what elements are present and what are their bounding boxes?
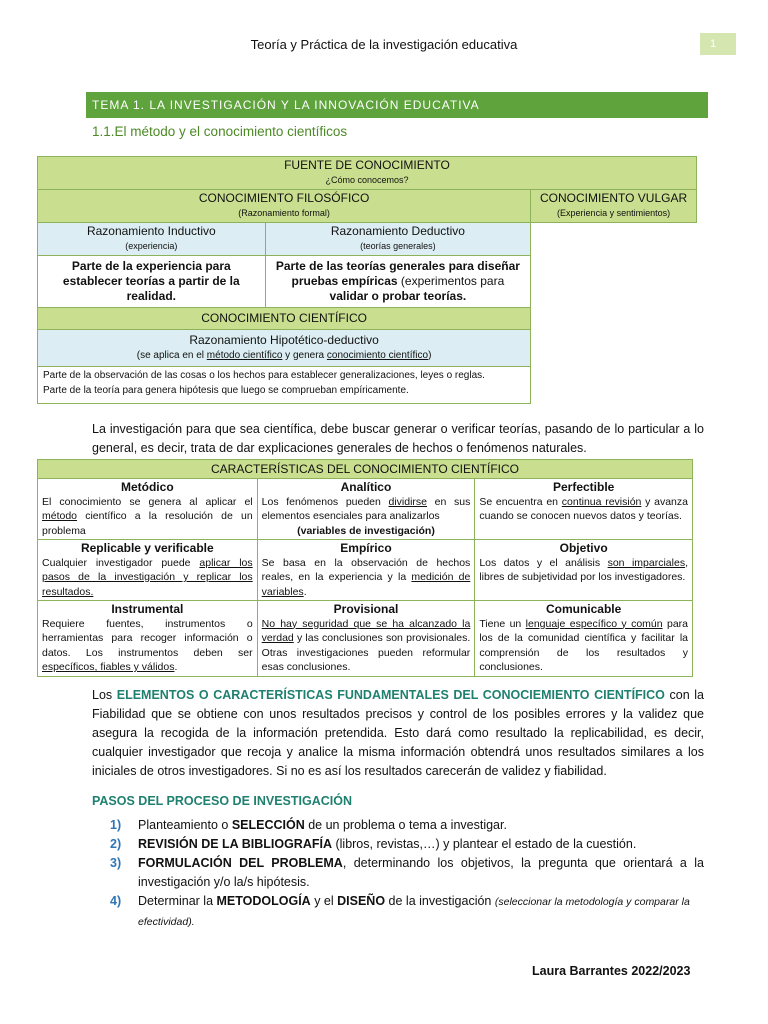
fuente-subtitle: ¿Cómo conocemos?	[325, 175, 409, 185]
step-text-c: (libros, revistas,…) y plantear el estado de la cuestión.	[332, 837, 637, 851]
page-number: 1	[700, 33, 736, 55]
instrumental-text	[42, 617, 253, 675]
paragraph-elements	[92, 686, 704, 781]
metodico-u: método	[42, 510, 78, 522]
inductivo-subtitle: (experiencia)	[125, 241, 178, 251]
provisional-title: Provisional	[333, 602, 399, 616]
deductivo-description	[265, 256, 531, 308]
vulgar-title: CONOCIMIENTO VULGAR	[540, 191, 688, 205]
cell-metodico	[38, 479, 258, 540]
cell-objetivo	[475, 540, 693, 601]
cell-empirico	[257, 540, 475, 601]
objetivo-text	[479, 556, 688, 585]
deductivo-desc-b: (experimentos para	[397, 274, 505, 288]
metodico-a: El conocimiento se genera al aplicar el	[42, 495, 253, 508]
step-text-b: METODOLOGÍA	[216, 894, 311, 908]
deductivo-title: Razonamiento Deductivo	[330, 224, 465, 238]
inductivo-description: Parte de la experiencia para establecer teorías a partir de la realidad.	[38, 256, 266, 308]
list-item	[110, 892, 704, 932]
section-heading: 1.1.El método y el conocimiento científicos	[92, 124, 348, 139]
replicable-title: Replicable y verificable	[80, 541, 214, 555]
hipotetico-description	[38, 367, 531, 404]
deductivo-desc-c: validar o probar teorías.	[329, 289, 467, 303]
step-text-e: de la investigación	[385, 894, 495, 908]
step-text-a: Planteamiento o	[138, 818, 232, 832]
hipotetico-sub-b: método científico	[206, 350, 283, 361]
hipotetico-sub-a: (se aplica en el	[136, 350, 207, 361]
step-text-b: FORMULACIÓN DEL PROBLEMA	[138, 856, 343, 870]
metodico-text	[42, 495, 253, 539]
fuente-header	[38, 157, 697, 190]
cell-instrumental	[38, 601, 258, 677]
comunicable-title: Comunicable	[545, 602, 622, 616]
empirico-b: .	[303, 585, 307, 598]
list-item	[110, 816, 704, 835]
metodico-b: científico a la resolución de un problema	[42, 510, 253, 537]
perfectible-u: continua revisión	[561, 495, 642, 508]
fuente-title: FUENTE DE CONOCIMIENTO	[284, 158, 450, 172]
step-number: 4)	[110, 894, 122, 908]
step-text-c: de un problema o tema a investigar.	[304, 818, 507, 832]
hipotetico-sub-c: y genera	[282, 350, 327, 361]
analitico-text	[262, 495, 471, 524]
instrumental-a: Requiere fuentes, instrumentos o herramientas para recoger información o datos. Los instrumentos deben ser	[42, 617, 253, 659]
vulgar-header	[531, 190, 697, 223]
step-text-f: (seleccionar la metodología y comparar la efectividad).	[138, 896, 690, 928]
knowledge-source-table	[37, 156, 697, 404]
step-text-a: Determinar la	[138, 894, 217, 908]
provisional-b: y las conclusiones son provisionales. Otras investigaciones pueden reformular esas conclusiones.	[261, 632, 471, 673]
filosofico-subtitle: (Razonamiento formal)	[238, 208, 330, 218]
vulgar-subtitle: (Experiencia y sentimientos)	[557, 208, 671, 218]
filosofico-header	[38, 190, 531, 223]
perfectible-a: Se encuentra en	[479, 495, 562, 508]
replicable-a: Cualquier investigador puede	[42, 556, 200, 569]
hipotetico-subtitle	[42, 348, 526, 363]
inductivo-title: Razonamiento Inductivo	[86, 224, 216, 238]
empirico-text	[262, 556, 471, 600]
provisional-u: No hay seguridad que se ha alcanzado la verdad	[261, 617, 471, 644]
analitico-a: Los fenómenos pueden	[261, 495, 389, 508]
cell-perfectible	[475, 479, 693, 540]
analitico-c: (variables de investigación)	[297, 524, 435, 537]
deductivo-header	[265, 223, 531, 256]
step-text-c: , determinando los objetivos, la pregunta que orientará a la investigación y/o la/s hipótesis.	[138, 856, 704, 889]
empirico-a: Se basa en la observación de hechos reales, en la experiencia y la	[261, 556, 471, 583]
provisional-text	[262, 617, 471, 675]
objetivo-b: , libres de subjetividad por los investigadores.	[479, 556, 688, 583]
hipotetico-title: Razonamiento Hipotético-deductivo	[189, 333, 379, 347]
objetivo-u: son imparciales	[607, 556, 686, 569]
replicable-u: aplicar los pasos de la investigación y replicar los resultados.	[42, 556, 253, 598]
step-number: 2)	[110, 837, 122, 851]
para2-a: Los	[92, 688, 117, 702]
metodico-title: Metódico	[120, 480, 174, 494]
cell-replicable	[38, 540, 258, 601]
analitico-u: dividirse	[388, 495, 428, 508]
instrumental-b: .	[174, 661, 178, 673]
analitico-b: en sus elementos esenciales para analizarlos	[261, 495, 471, 522]
comunicable-a: Tiene un	[479, 617, 526, 630]
step-text-c: y el	[310, 894, 338, 908]
step-text-d: DISEÑO	[337, 894, 386, 908]
cell-provisional	[257, 601, 475, 677]
step-text-b: SELECCIÓN	[231, 818, 305, 832]
empirico-title: Empírico	[340, 541, 392, 555]
characteristics-title: CARACTERÍSTICAS DEL CONOCIMIENTO CIENTÍFICO	[38, 460, 693, 479]
perfectible-title: Perfectible	[552, 480, 615, 494]
comunicable-text	[479, 617, 688, 675]
paragraph-investigation: La investigación para que sea científica, debe buscar generar o verificar teorías, pasando de lo particular a lo general, es decir, trata de dar explicaciones generales de hechos o fenómenos naturales.	[92, 422, 704, 455]
footer-author: Laura Barrantes 2022/2023	[532, 964, 691, 978]
instrumental-u: específicos, fiables y válidos	[42, 661, 175, 673]
cell-analitico	[257, 479, 475, 540]
perfectible-b: y avanza cuando se conocen nuevos datos y teorías.	[479, 495, 688, 522]
steps-list	[110, 816, 704, 932]
comunicable-u: lenguaje específico y común	[525, 617, 663, 630]
replicable-text	[42, 556, 253, 600]
para2-b: con la Fiabilidad que se obtiene con unos resultados precisos y control de los posibles errores y la validez que asegura la recogida de la información pretendida. Esto dará como resultado la replicabilidad, es decir, cualquier investigador que recoja y analice la misma información obtendrá unos resultados similares a los iniciales de otros investigadores. Si no es así los resultados carecerán de validez y fiabilidad.	[92, 688, 704, 778]
characteristics-table	[37, 459, 693, 677]
hipotetico-desc-1: Parte de la observación de las cosas o los hechos para establecer generalizaciones, leyes o reglas.	[43, 370, 485, 381]
objetivo-title: Objetivo	[559, 541, 608, 555]
inductivo-header	[38, 223, 266, 256]
cell-comunicable	[475, 601, 693, 677]
step-text-b: REVISIÓN DE LA BIBLIOGRAFÍA	[138, 837, 332, 851]
deductivo-subtitle: (teorías generales)	[360, 241, 436, 251]
hipotetico-header	[38, 330, 531, 367]
deductivo-desc-a: Parte de las teorías generales para diseñar pruebas empíricas	[275, 259, 520, 288]
chapter-heading: TEMA 1. LA INVESTIGACIÓN Y LA INNOVACIÓN EDUCATIVA	[86, 92, 708, 118]
perfectible-text	[479, 495, 688, 524]
empirico-u: medición de variables	[261, 571, 471, 598]
hipotetico-sub-d: conocimiento científico	[326, 350, 429, 361]
filosofico-title: CONOCIMIENTO FILOSÓFICO	[198, 191, 370, 205]
list-item	[110, 835, 704, 854]
objetivo-a: Los datos y el análisis	[479, 556, 608, 569]
step-number: 1)	[110, 818, 122, 832]
comunicable-b: para los de la comunidad científica y facilitar la comprensión de los resultados y conclusiones.	[479, 617, 689, 673]
steps-heading: PASOS DEL PROCESO DE INVESTIGACIÓN	[92, 794, 352, 808]
cientifico-header: CONOCIMIENTO CIENTÍFICO	[38, 308, 531, 330]
list-item	[110, 854, 704, 892]
para2-keyword: ELEMENTOS O CARACTERÍSTICAS FUNDAMENTALES DEL CONOCIEMIENTO CIENTÍFICO	[116, 688, 665, 702]
document-header-title: Teoría y Práctica de la investigación educativa	[250, 37, 518, 52]
instrumental-title: Instrumental	[111, 602, 184, 616]
hipotetico-desc-2: Parte de la teoría para genera hipótesis que luego se comprueban empíricamente.	[43, 384, 409, 396]
step-number: 3)	[110, 856, 122, 870]
analitico-title: Analítico	[340, 480, 392, 494]
hipotetico-sub-e: )	[428, 350, 432, 361]
